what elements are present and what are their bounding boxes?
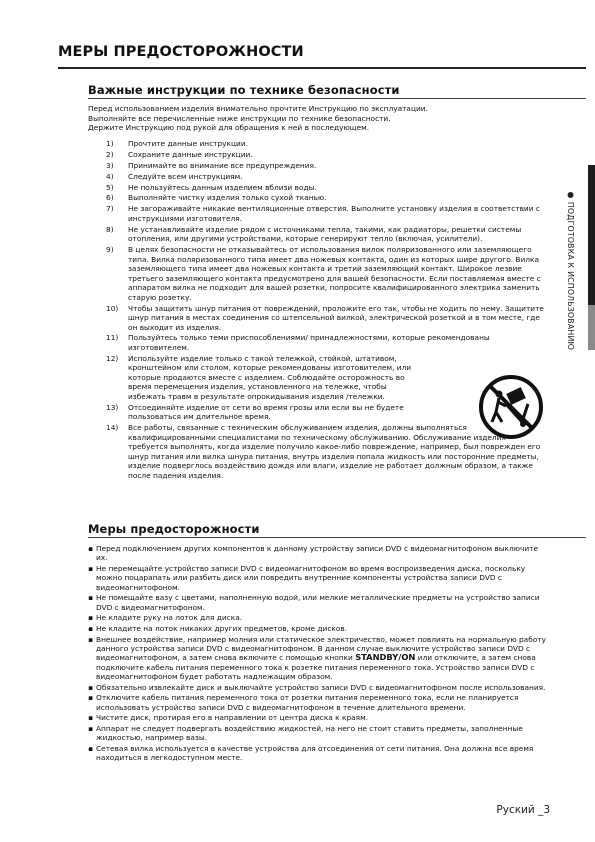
item-number: 14) — [106, 423, 119, 433]
intro-line: Держите Инструкцию под рукой для обращения к ней в последующем. — [88, 123, 370, 133]
list-item — [106, 204, 546, 223]
list-item — [88, 564, 548, 592]
list-item — [106, 193, 546, 203]
list-item — [106, 139, 546, 149]
title-rule — [58, 67, 586, 69]
item-number: 8) — [106, 224, 114, 234]
item-number: 11) — [106, 333, 119, 343]
item-number: 6) — [106, 193, 114, 203]
bullet-icon: ▪ — [88, 693, 94, 703]
item-number: 12) — [106, 353, 119, 363]
item-text: Не кладите на лоток никаких других предметов, кроме дисков. — [96, 624, 348, 633]
cart-tipover-warning-icon — [478, 374, 544, 440]
list-item — [106, 161, 546, 171]
list-item — [88, 613, 548, 622]
precautions-list — [88, 544, 548, 764]
item-text: Выполняйте чистку изделия только сухой тканью. — [128, 193, 327, 203]
list-item — [106, 245, 546, 302]
list-item — [88, 683, 548, 692]
intro-line: Перед использованием изделия внимательно прочтите Инструкцию по эксплуатации. — [88, 104, 428, 113]
list-item — [88, 624, 548, 633]
item-text: Внешнее воздействие, например молния или статическое электричество, может повлиять на нормальную работу данного устройства записи DVD с видеомагнитофоном. В данном случае выключите устройство записи DVD с видеомагнитофоном, а затем снова включите с помощью кнопки — [96, 634, 546, 663]
side-tab-label — [566, 190, 575, 350]
section-title-precautions: Меры предосторожности — [88, 522, 260, 536]
item-text: Используйте изделие только с такой тележкой, стойкой, штативом, кронштейном или столом, которые рекомендованы изготовителем, или которые продаются вместе с изделием. Соблюдайте осторожность во время перемещения изделия, установленного на тележке, чтобы избежать травм в результате опрокидывания изделия /тележки. — [128, 353, 412, 401]
list-item — [88, 724, 548, 743]
section-rule — [88, 98, 586, 99]
item-text: Перед подключением других компонентов к данному устройству записи DVD с видеомагнитофоном выключите их. — [96, 544, 538, 563]
bullet-icon: ▪ — [88, 682, 94, 692]
item-text: Сохраните данные инструкции. — [128, 149, 253, 159]
item-text: Аппарат не следует подвергать воздействию жидкостей, на него не стоит ставить предметы, заполненные жидкостью, например вазы. — [96, 724, 523, 743]
item-text: Сетевая вилка используется в качестве устройства для отсоединения от сети питания. Она должна все время находиться в легкодоступном месте. — [96, 744, 534, 763]
item-text: Следуйте всем инструкциям. — [128, 171, 243, 181]
item-number: 4) — [106, 171, 114, 181]
page-footer: Руский _3 — [496, 804, 550, 816]
item-number: 3) — [106, 160, 114, 170]
item-number: 9) — [106, 245, 114, 255]
item-text: Не устанавливайте изделие рядом с источниками тепла, такими, как радиаторы, решетки системы отопления, или другими устройствами, которые генерируют тепло (включая, усилители). — [128, 224, 522, 244]
item-number: 1) — [106, 139, 114, 148]
item-number: 7) — [106, 204, 114, 214]
side-tab-bullet: ● — [566, 190, 575, 200]
item-text: Все работы, связанные с техническим обслуживанием изделия, должны выполняться квалифицированными специалистами по техническому обслуживанию. Обслуживание изделия требуется выполнять, когда изделие получило какое-либо повреждение, например, был поврежден его шнур питания или вилка шнура питания, внутрь изделия попала жидкость или посторонние предметы, изделие подверглось воздействию дождя или влаги, изделие не работает должным образом, а также после падения изделия. — [128, 423, 541, 480]
side-tab-marker — [588, 165, 595, 305]
list-item — [88, 713, 548, 722]
item-number: 10) — [106, 303, 119, 313]
list-item — [106, 172, 546, 182]
list-item — [88, 744, 548, 763]
list-item — [106, 304, 546, 333]
item-number: 13) — [106, 402, 119, 412]
bullet-icon: ▪ — [88, 593, 94, 603]
item-text: Чистите диск, протирая его в направлении от центра диска к краям. — [96, 713, 369, 723]
bullet-icon: ▪ — [88, 634, 94, 644]
side-tab-marker-light — [588, 305, 595, 350]
item-text: Не перемещайте устройство записи DVD с видеомагнитофоном во время воспроизведения диска, поскольку можно поцарапать или разбить диск или повредить внутренние компоненты устройства записи DVD с видеомагнитофоном. — [96, 564, 526, 592]
page-title: МЕРЫ ПРЕДОСТОРОЖНОСТИ — [58, 44, 304, 60]
intro-text — [88, 104, 558, 133]
list-item — [106, 183, 546, 193]
bullet-icon: ▪ — [88, 564, 94, 573]
intro-line: Выполняйте все перечисленные ниже инструкции по технике безопасности. — [88, 113, 391, 123]
list-item — [88, 693, 548, 712]
item-text: Отключите кабель питания переменного тока от розетки питания переменного тока, если не планируется использовать устройство записи DVD с видеомагнитофоном в течение длительного времени. — [96, 693, 519, 712]
list-item — [88, 635, 548, 682]
bullet-icon: ▪ — [88, 724, 94, 733]
standby-on-keyword: STANDBY/ON — [355, 652, 416, 663]
item-text: Прочтите данные инструкции. — [128, 139, 249, 148]
item-text: Чтобы защитить шнур питания от повреждений, проложите его так, чтобы не ходить по нему. Защитите шнур питания в местах соединения со штепсельной вилкой, электрической розеткой и в том месте, где он выходит из изделия. — [128, 303, 544, 332]
item-number: 5) — [106, 182, 114, 192]
item-text: Отсоединяйте изделие от сети во время грозы или если вы не будете пользоваться им длительное время. — [128, 402, 404, 422]
item-text: или отключите, а затем снова подключите кабель питания переменного тока к розетке питания переменного тока. Устройство записи DVD с видеомагнитофоном будет работать надлежащим образом. — [96, 653, 536, 682]
item-text: Обязательно извлекайте диск и выключайте устройство записи DVD с видеомагнитофоном после использования. — [96, 682, 546, 692]
list-item — [106, 150, 546, 160]
item-text: Пользуйтесь только теми приспособлениями/ принадлежностями, которые рекомендованы изготовителем. — [128, 333, 490, 352]
item-text: Не загораживайте никакие вентиляционные отверстия. Выполните установку изделия в соответствии с инструкциями изготовителя. — [128, 204, 540, 223]
list-item — [88, 593, 548, 612]
bullet-icon: ▪ — [88, 744, 94, 753]
list-item — [88, 544, 548, 563]
item-text: Не кладите руку на лоток для диска. — [96, 613, 243, 623]
list-item — [106, 225, 546, 244]
section-title-safety: Важные инструкции по технике безопасности — [88, 83, 400, 97]
item-text: Не пользуйтесь данным изделием вблизи воды. — [128, 182, 317, 192]
bullet-icon: ▪ — [88, 613, 94, 623]
item-number: 2) — [106, 149, 114, 159]
item-text: Принимайте во внимание все предупреждения. — [128, 160, 317, 170]
bullet-icon: ▪ — [88, 713, 94, 723]
section-rule — [88, 537, 586, 538]
bullet-icon: ▪ — [88, 624, 94, 633]
item-text: В целях безопасности не отказывайтесь от использования вилок поляризованного или заземляющего типа. Вилка поляризованного типа имеет два ножевых контакта, один из которых шире другого. Вилка заземляющего типа имеет два ножевых контакта и третий заземляющий контакт. Широкое лезвие третьего заземляющего контакта предусмотрено для вашей безопасности. Если поставляемая вместе с аппаратом вилка не подходит для вашей розетки, попросите квалифицированного электрика заменить старую розетку. — [128, 245, 541, 302]
side-tab-text: ПОДГОТОВКА К ИСПОЛЬЗОВАНИЮ — [566, 201, 575, 351]
bullet-icon: ▪ — [88, 544, 94, 553]
item-text: Не помещайте вазу с цветами, наполненную водой, или мелкие металлические предметы на устройство записи DVD с видеомагнитофоном. — [96, 593, 540, 612]
list-item — [106, 333, 546, 352]
